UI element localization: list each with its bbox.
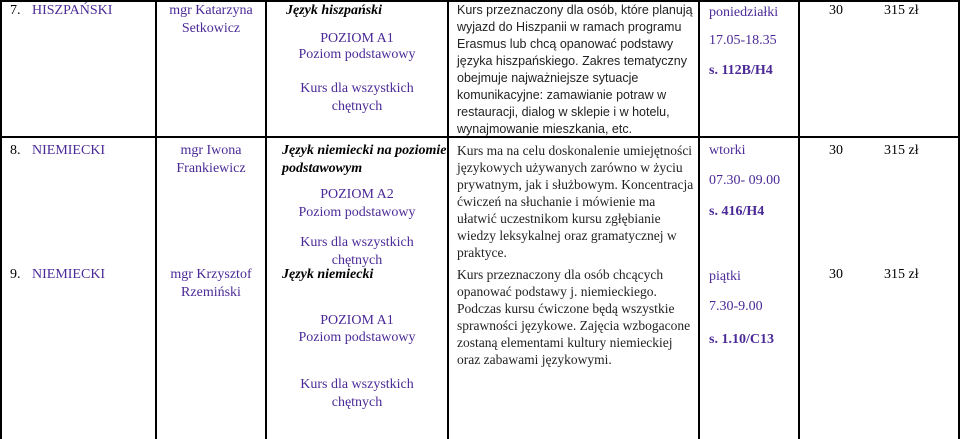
row-number: 8. bbox=[10, 143, 21, 158]
course-price: 315 zł bbox=[884, 3, 919, 18]
schedule-day: poniedziałki bbox=[709, 5, 779, 20]
room-number: s. 112B/H4 bbox=[709, 63, 773, 78]
level-name: Poziom podstawowy bbox=[298, 47, 416, 62]
language-name: NIEMIECKI bbox=[32, 267, 106, 282]
course-price: 315 zł bbox=[884, 267, 919, 282]
level-name: Poziom podstawowy bbox=[298, 330, 416, 345]
course-hours: 30 bbox=[829, 143, 843, 158]
level-code: POZIOM A1 bbox=[320, 31, 394, 46]
language-name: HISZPAŃSKI bbox=[32, 3, 113, 18]
course-hours: 30 bbox=[829, 3, 843, 18]
schedule-day: wtorki bbox=[709, 143, 746, 158]
col-divider bbox=[155, 0, 157, 439]
level-code: POZIOM A1 bbox=[320, 313, 394, 328]
teacher-name: mgr Katarzyna Setkowicz bbox=[169, 3, 253, 36]
teacher-name: mgr Krzysztof Rzemiński bbox=[170, 267, 252, 300]
course-title: Język niemiecki na poziomie podstawowym bbox=[282, 143, 447, 176]
course-title: Język hiszpański bbox=[286, 3, 383, 18]
schedule-time: 07.30- 09.00 bbox=[709, 173, 781, 188]
schedule-time: 17.05-18.35 bbox=[709, 33, 777, 48]
row-number: 7. bbox=[10, 3, 21, 18]
col-divider bbox=[447, 0, 449, 439]
col-divider bbox=[798, 0, 800, 439]
course-description: Kurs przeznaczony dla osób chcących opanować podstawy j. niemieckiego. Podczas kursu ćwiczone będą wszystkie sprawności językowe. Zajęcia wzbogacone zostaną elementami kultury niemieckiej oraz zabawami językowymi. bbox=[457, 267, 691, 367]
room-number: s. 1.10/C13 bbox=[709, 332, 774, 347]
course-title: Język niemiecki bbox=[282, 267, 374, 282]
teacher-name: mgr Iwona Frankiewicz bbox=[176, 143, 246, 176]
course-description: Kurs ma na celu doskonalenie umiejętności językowych używanych zarówno w życiu prywatnym, jak i służbowym. Koncentracja ćwiczeń na słuchanie i mówienie ma ułatwić uczestnikom kursu zgłębianie wiedzy leksykalnej oraz gramatycznej w praktyce. bbox=[457, 143, 694, 260]
course-audience: Kurs dla wszystkich chętnych bbox=[300, 377, 414, 410]
course-audience: Kurs dla wszystkich chętnych bbox=[300, 81, 414, 114]
row-number: 9. bbox=[10, 267, 21, 282]
col-divider bbox=[698, 0, 700, 439]
schedule-day: piątki bbox=[709, 269, 741, 284]
level-name: Poziom podstawowy bbox=[298, 205, 416, 220]
course-audience: Kurs dla wszystkich chętnych bbox=[300, 235, 414, 268]
col-divider bbox=[0, 0, 2, 439]
room-number: s. 416/H4 bbox=[709, 204, 765, 219]
language-name: NIEMIECKI bbox=[32, 143, 106, 158]
course-description: Kurs przeznaczony dla osób, które planują wyjazd do Hiszpanii w ramach programu Erasmus lub chcą opanować podstawy języka hiszpańskiego. Zakres tematyczny obejmuje najważniejsze sytuacje komunikacyjne: zamawianie potraw w restauracji, dialog w sklepie i w hotelu, wynajmowanie mieszkania, etc. bbox=[457, 3, 693, 136]
level-code: POZIOM A2 bbox=[320, 187, 394, 202]
course-hours: 30 bbox=[829, 267, 843, 282]
course-price: 315 zł bbox=[884, 143, 919, 158]
schedule-time: 7.30-9.00 bbox=[709, 299, 763, 314]
